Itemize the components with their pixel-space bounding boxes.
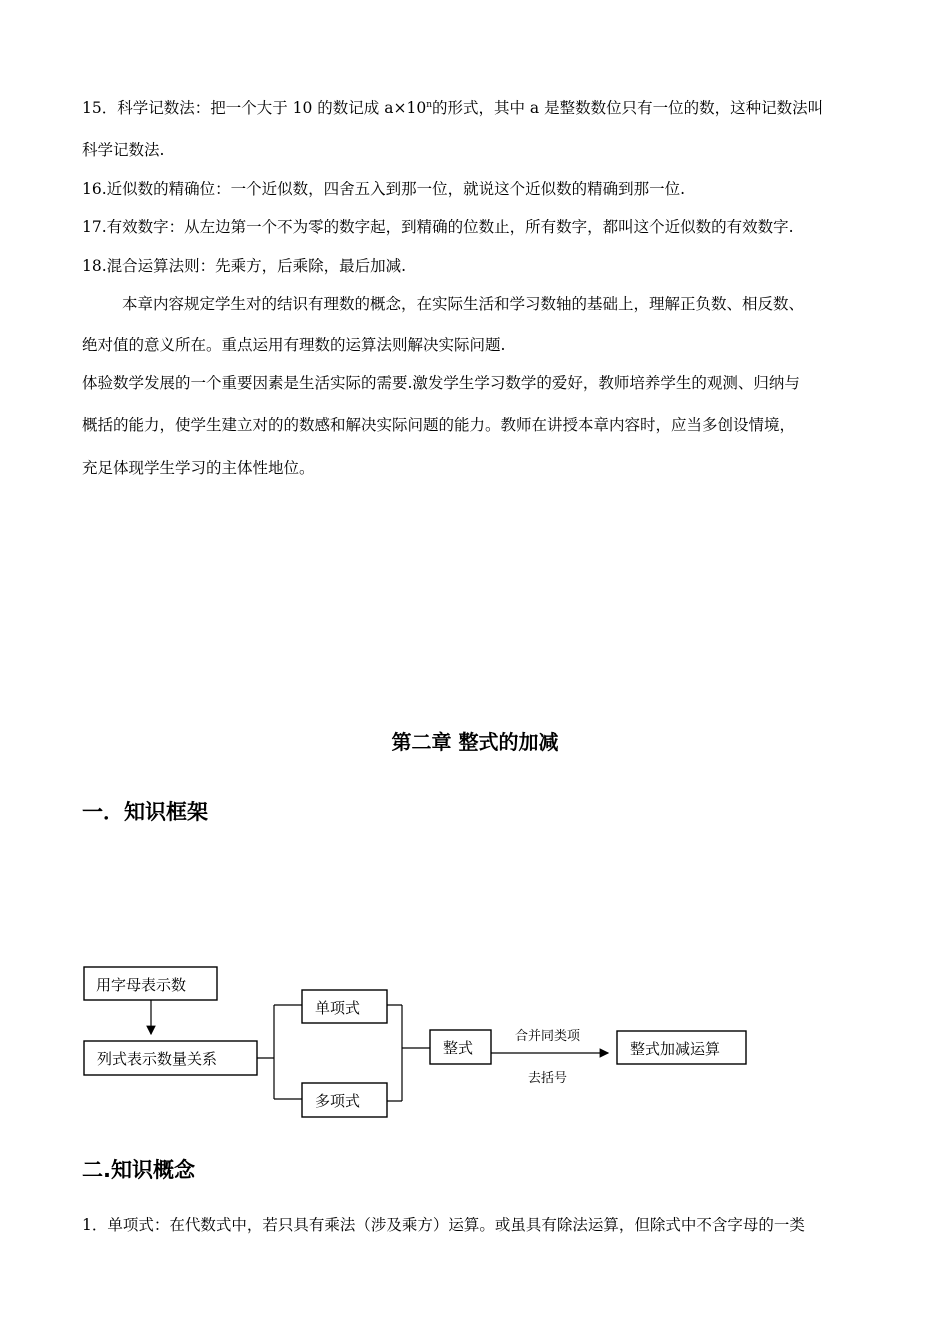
paragraph-18: 18.混合运算法则：先乘方，后乘除，最后加减. bbox=[82, 257, 407, 275]
paragraph-15-text-a: 15．科学记数法：把一个大于 10 的数记成 a×10 bbox=[82, 99, 427, 117]
section-title-knowledge-concepts: 二.知识概念 bbox=[82, 1158, 195, 1182]
experience-paragraph-line-1: 体验数学发展的一个重要因素是生活实际的需要.激发学生学习数学的爱好，教师培养学生的观测、归纳与 bbox=[82, 374, 800, 392]
bracket-right bbox=[387, 1005, 430, 1101]
edge-label-bracket: 去括号 bbox=[528, 1071, 568, 1086]
paragraph-15-continued: 科学记数法. bbox=[82, 141, 165, 159]
exponent-n: n bbox=[426, 99, 432, 110]
experience-paragraph-line-3: 充足体现学生学习的主体性地位。 bbox=[82, 459, 315, 477]
node-result-label: 整式加减运算 bbox=[630, 1040, 721, 1058]
edge-label-combine: 合并同类项 bbox=[515, 1029, 581, 1044]
intro-paragraph-line-2: 绝对值的意义所在。重点运用有理数的运算法则解决实际问题. bbox=[82, 336, 506, 354]
node-integral-label: 整式 bbox=[443, 1039, 474, 1057]
node-relation-label: 列式表示数量关系 bbox=[97, 1050, 218, 1068]
node-monomial-label: 单项式 bbox=[315, 999, 361, 1017]
intro-paragraph-line-1: 本章内容规定学生对的结识有理数的概念，在实际生活和学习数轴的基础上，理解正负数、相反数、 bbox=[122, 295, 805, 313]
concept-1-monomial: 1．单项式：在代数式中，若只具有乘法（涉及乘方）运算。或虽具有除法运算，但除式中不含字母的一类 bbox=[82, 1216, 805, 1234]
paragraph-15-text-b: 的形式，其中 a 是整数数位只有一位的数，这种记数法叫 bbox=[431, 99, 824, 117]
experience-paragraph-line-2: 概括的能力，使学生建立对的的数感和解决实际问题的能力。教师在讲授本章内容时，应当多创设情境， bbox=[82, 416, 796, 434]
paragraph-16: 16.近似数的精确位：一个近似数，四舍五入到那一位，就说这个近似数的精确到那一位. bbox=[82, 180, 686, 198]
node-letters-label: 用字母表示数 bbox=[96, 976, 187, 994]
paragraph-17: 17.有效数字：从左边第一个不为零的数字起，到精确的位数止，所有数字，都叫这个近似数的有效数字. bbox=[82, 218, 794, 236]
chapter-title: 第二章 整式的加减 bbox=[391, 730, 559, 754]
section-title-knowledge-framework: 一．知识框架 bbox=[82, 800, 208, 824]
bracket-left bbox=[257, 1005, 302, 1099]
node-polynomial-label: 多项式 bbox=[315, 1092, 361, 1110]
